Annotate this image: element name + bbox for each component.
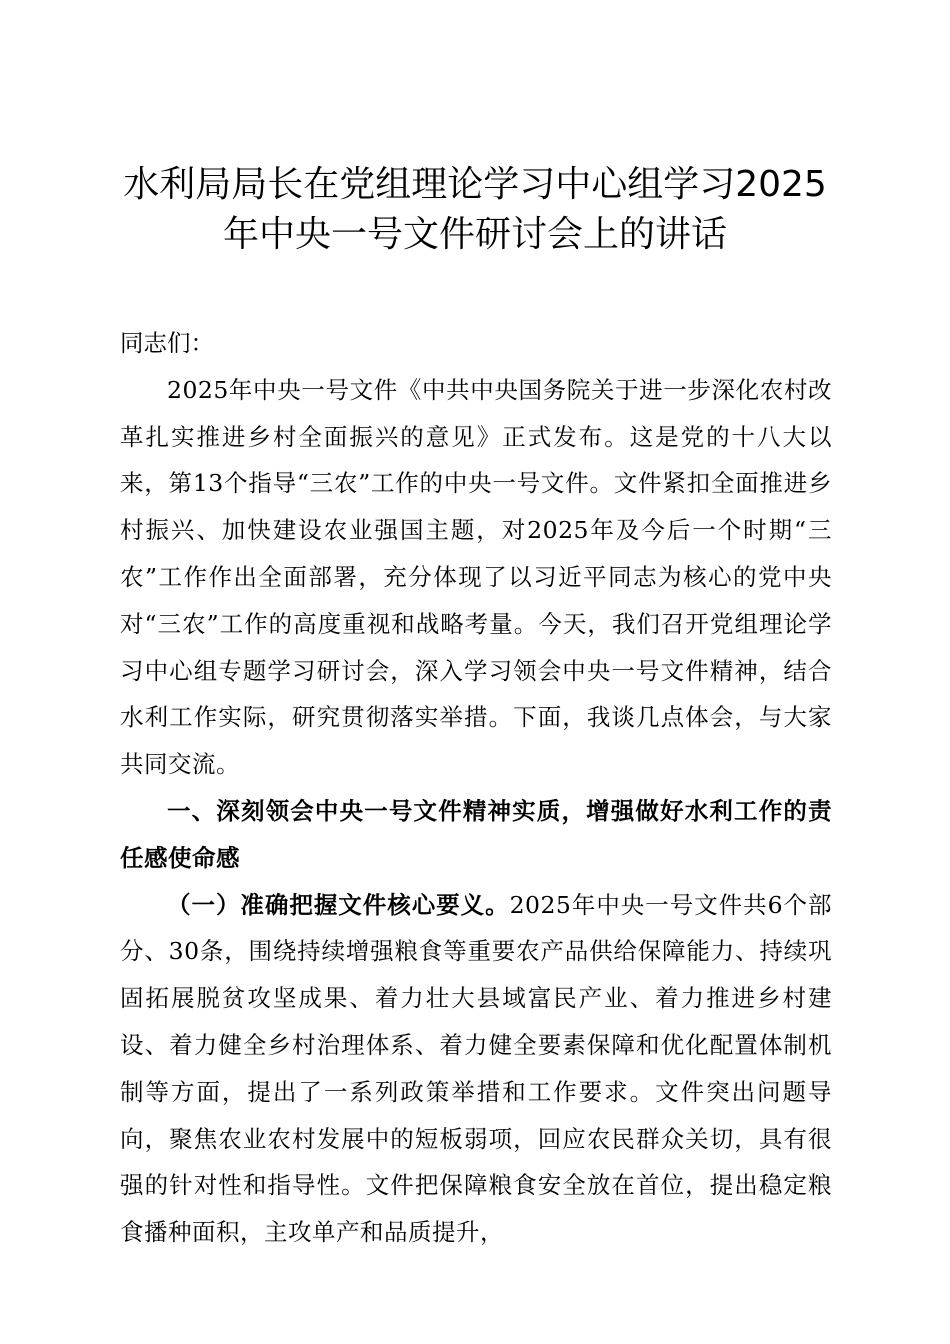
- salutation: 同志们：: [120, 329, 214, 357]
- section-heading-1: 一、深刻领会中央一号文件精神实质，增强做好水利工作的责任感使命感: [120, 796, 832, 872]
- subsection-heading-1: （一）准确把握文件核心要义。: [167, 890, 510, 919]
- title-line-1: 水利局局长在党组理论学习中心组学习2025: [123, 164, 827, 205]
- intro-paragraph: 2025年中央一号文件《中共中央国务院关于进一步深化农村改革扎实推进乡村全面振兴的意见》正式发布。这是党的十八大以来，第13个指导“三农”工作的中央一号文件。文件紧扣全面推进乡村振兴、加快建设农业强国主题，对2025年及今后一个时期“三农”工作作出全面部署，充分体现了以习近平同志为核心的党中央对“三农”工作的高度重视和战略考量。今天，我们召开党组理论学习中心组专题学习研讨会，深入学习领会中央一号文件精神，结合水利工作实际，研究贯彻落实举措。下面，我谈几点体会，与大家共同交流。: [120, 375, 832, 779]
- document-title: [90, 160, 860, 260]
- subsection-paragraph-1: [120, 882, 832, 1256]
- subsection-text-1: 2025年中央一号文件共6个部分、30条，围绕持续增强粮食等重要农产品供给保障能力、持续巩固拓展脱贫攻坚成果、着力壮大县域富民产业、着力推进乡村建设、着力健全乡村治理体系、着力健全要素保障和优化配置体制机制等方面，提出了一系列政策举措和工作要求。文件突出问题导向，聚焦农业农村发展中的短板弱项，回应农民群众关切，具有很强的针对性和指导性。文件把保障粮食安全放在首位，提出稳定粮食播种面积，主攻单产和品质提升，: [120, 890, 832, 1247]
- title-line-2: 年中央一号文件研讨会上的讲话: [222, 214, 727, 255]
- document-body: [120, 320, 832, 1256]
